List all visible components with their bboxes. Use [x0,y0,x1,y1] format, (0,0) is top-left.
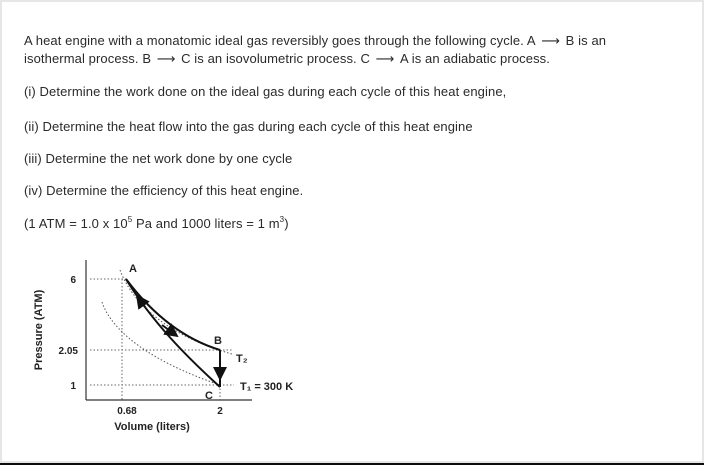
unit-conversion-note: (1 ATM = 1.0 x $10^5$ Pa and 1000 liters = 1 $m^3$) [24,215,289,231]
arrow-right-icon: ⟶ [375,51,395,66]
question-3: (iii) Determine the net work done by one cycle [24,151,293,166]
point-b-label: B [214,335,222,347]
arrow-right-icon: ⟶ [156,51,176,66]
question-4: (iv) Determine the efficiency of this heat engine. [24,183,304,198]
x-tick-2: 2 [217,406,223,417]
y-axis-label: Pressure (ATM) [33,289,45,371]
pv-diagram [2,2,704,465]
problem-line-2: isothermal process. B ⟶ C is an isovolumetric process. C ⟶ A is an adiabatic process. [24,51,550,66]
problem-line-1: A heat engine with a monatomic ideal gas reversibly goes through the following cycle. A ⟶ B is an [24,33,607,48]
isotherm-t1-label: T₁ = 300 K [240,381,294,393]
point-a-label: A [129,263,137,275]
x-axis-label: Volume (liters) [114,421,190,433]
y-tick-2-05: 2.05 [58,346,78,357]
x-tick-0-68: 0.68 [117,406,137,417]
y-tick-6: 6 [70,275,76,286]
arrow-right-icon: ⟶ [541,33,561,48]
question-2: (ii) Determine the heat flow into the gas during each cycle of this heat engine [24,119,473,134]
question-1: (i) Determine the work done on the ideal gas during each cycle of this heat engine, [24,84,507,99]
isotherm-t2-label: T₂ [236,353,248,365]
y-tick-1: 1 [70,381,76,392]
point-c-label: C [205,390,213,402]
